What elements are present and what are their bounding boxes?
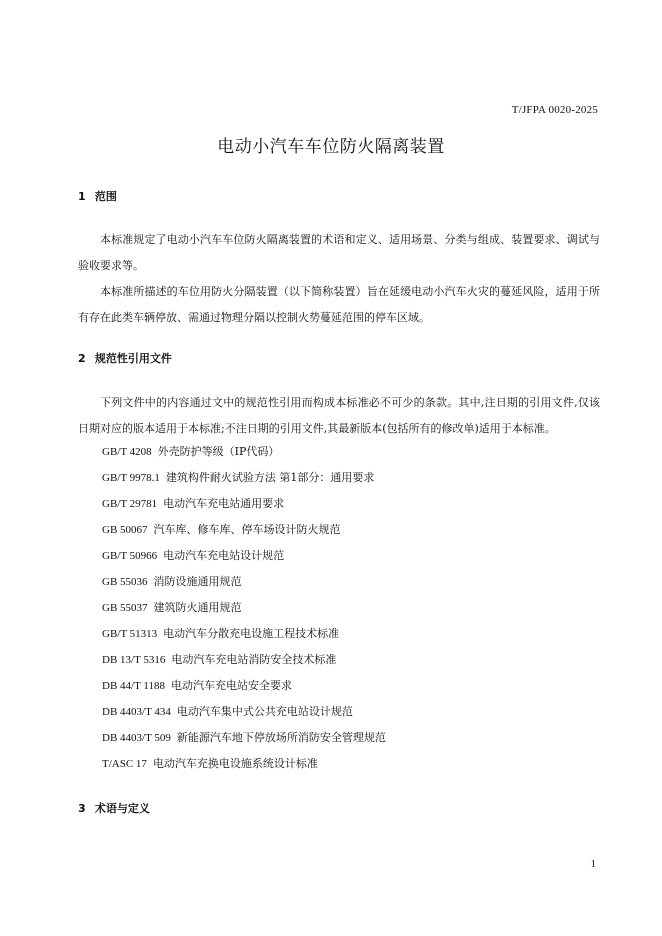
page-number: 1 — [590, 858, 596, 870]
reference-name: 电动汽车充电站通用要求 — [163, 497, 285, 510]
section-title: 范围 — [94, 190, 117, 203]
section-heading-scope — [78, 188, 117, 204]
reference-item — [102, 574, 386, 600]
reference-code: GB/T 4208 — [102, 446, 152, 458]
section-number: 3 — [78, 802, 86, 815]
section-number: 1 — [78, 190, 86, 203]
reference-name: 外壳防护等级（IP代码） — [157, 445, 280, 458]
reference-item — [102, 626, 386, 652]
reference-name: 新能源汽车地下停放场所消防安全管理规范 — [176, 731, 386, 744]
reference-name: 建筑构件耐火试验方法 第1部分：通用要求 — [165, 471, 375, 484]
reference-name: 电动汽车集中式公共充电站设计规范 — [176, 705, 353, 718]
reference-name: 电动汽车充换电设施系统设计标准 — [152, 757, 318, 770]
reference-item — [102, 652, 386, 678]
reference-item — [102, 600, 386, 626]
reference-code: DB 44/T 1188 — [102, 680, 165, 692]
section-heading-normative-references — [78, 350, 172, 366]
scope-paragraph-2: 本标准所描述的车位用防火分隔装置（以下简称装置）旨在延缓电动小汽车火灾的蔓延风险，适用于所有存在此类车辆停放、需通过物理分隔以控制火势蔓延范围的停车区域。 — [78, 285, 600, 324]
reference-item — [102, 496, 386, 522]
section-title: 术语与定义 — [94, 802, 150, 815]
reference-item — [102, 444, 386, 470]
reference-code: GB/T 29781 — [102, 498, 158, 510]
reference-name: 消防设施通用规范 — [153, 575, 242, 588]
reference-name: 电动汽车分散充电设施工程技术标准 — [163, 627, 340, 640]
section-title: 规范性引用文件 — [94, 352, 172, 365]
reference-name: 电动汽车充电站消防安全技术标准 — [171, 653, 337, 666]
reference-code: GB 55037 — [102, 602, 148, 614]
reference-code: GB/T 51313 — [102, 628, 158, 640]
reference-item — [102, 470, 386, 496]
reference-item — [102, 730, 386, 756]
reference-name: 汽车库、修车库、停车场设计防火规范 — [153, 523, 341, 536]
reference-name: 建筑防火通用规范 — [153, 601, 242, 614]
reference-name: 电动汽车充电站安全要求 — [170, 679, 292, 692]
document-title: 电动小汽车车位防火隔离装置 — [217, 137, 445, 157]
reference-code: GB/T 9978.1 — [102, 472, 160, 484]
reference-list — [102, 444, 386, 782]
reference-item — [102, 704, 386, 730]
reference-code: GB/T 50966 — [102, 550, 158, 562]
reference-item — [102, 548, 386, 574]
reference-item — [102, 678, 386, 704]
reference-item — [102, 756, 386, 782]
standard-code: T/JFPA 0020-2025 — [511, 104, 598, 116]
scope-paragraph-1: 本标准规定了电动小汽车车位防火隔离装置的术语和定义、适用场景、分类与组成、装置要求、调试与验收要求等。 — [78, 233, 600, 272]
reference-code: DB 4403/T 509 — [102, 732, 171, 744]
reference-code: DB 4403/T 434 — [102, 706, 171, 718]
reference-item — [102, 522, 386, 548]
reference-name: 电动汽车充电站设计规范 — [163, 549, 285, 562]
references-intro-paragraph: 下列文件中的内容通过文中的规范性引用而构成本标准必不可少的条款。其中,注日期的引用文件,仅该日期对应的版本适用于本标准;不注日期的引用文件,其最新版本(包括所有的修改单)适用于本标准。 — [78, 396, 600, 435]
section-number: 2 — [78, 352, 86, 365]
reference-code: GB 55036 — [102, 576, 148, 588]
reference-code: T/ASC 17 — [102, 758, 147, 770]
section-heading-terms-definitions — [78, 800, 150, 816]
reference-code: GB 50067 — [102, 524, 148, 536]
reference-code: DB 13/T 5316 — [102, 654, 166, 666]
